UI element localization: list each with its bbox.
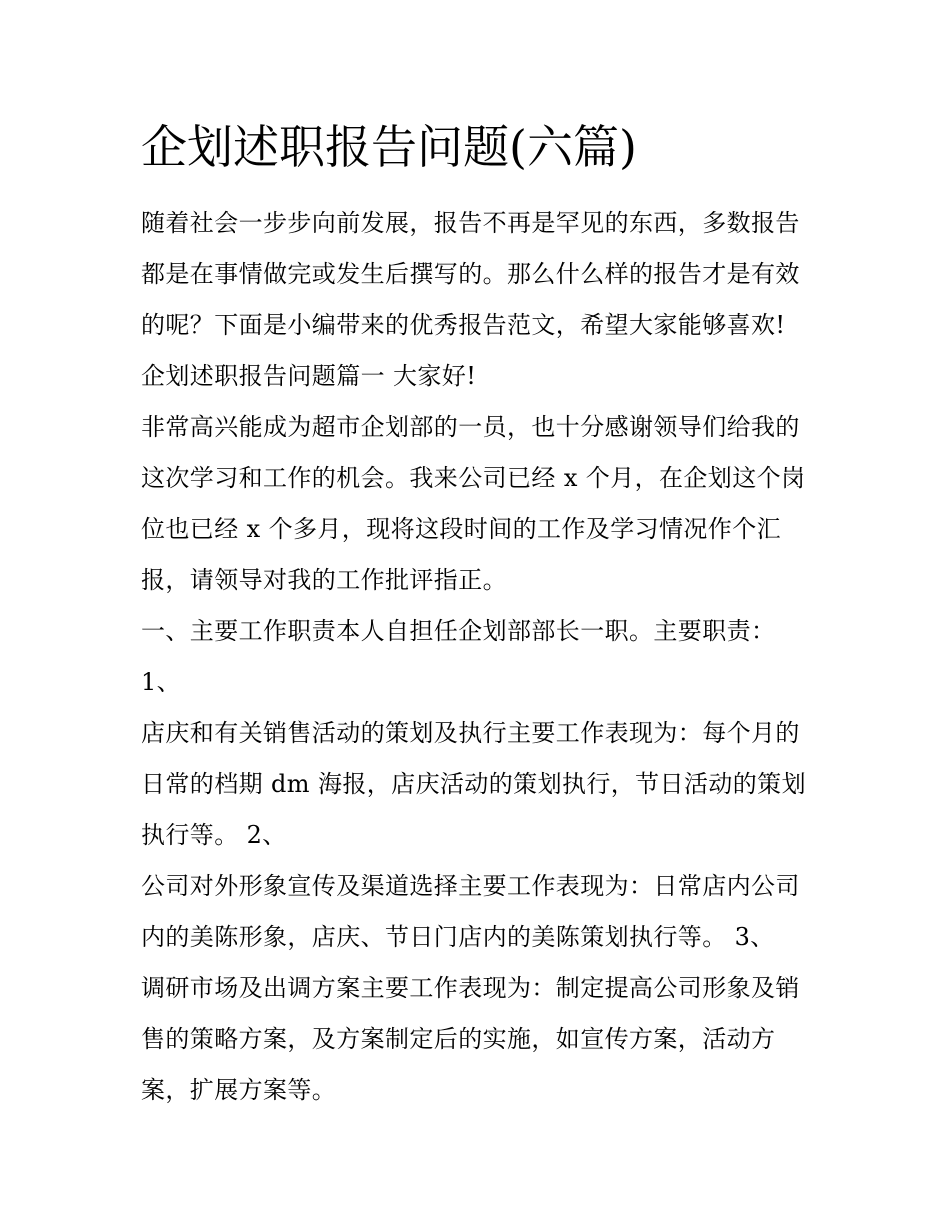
text-line: 这次学习和工作的机会。我来公司已经 x 个月，在企划这个岗 bbox=[141, 464, 806, 492]
text-line: 随着社会一步步向前发展，报告不再是罕见的东西，多数报告 bbox=[141, 209, 800, 237]
text-line: 位也已经 x 个多月，现将这段时间的工作及学习情况作个汇 bbox=[141, 515, 781, 543]
text-line: 公司对外形象宣传及渠道选择主要工作表现为：日常店内公司 bbox=[141, 872, 800, 900]
text-line: 日常的档期 dm 海报，店庆活动的策划执行，节日活动的策划 bbox=[141, 770, 806, 798]
text-line: 售的策略方案，及方案制定后的实施，如宣传方案，活动方 bbox=[141, 1025, 776, 1053]
text-line: 内的美陈形象，店庆、节日门店内的美陈策划执行等。 3、 bbox=[141, 923, 775, 951]
text-line: 的呢？下面是小编带来的优秀报告范文，希望大家能够喜欢! bbox=[141, 311, 786, 339]
page-title: 企划述职报告问题(六篇) bbox=[141, 120, 637, 174]
text-line: 店庆和有关销售活动的策划及执行主要工作表现为：每个月的 bbox=[141, 719, 800, 747]
text-line: 非常高兴能成为超市企划部的一员，也十分感谢领导们给我的 bbox=[141, 413, 800, 441]
text-line: 调研市场及出调方案主要工作表现为：制定提高公司形象及销 bbox=[141, 974, 800, 1002]
text-line: 执行等。 2、 bbox=[141, 821, 287, 849]
section-heading-line: 企划述职报告问题篇一 大家好! bbox=[141, 362, 477, 390]
list-number-line: 1、 bbox=[141, 668, 182, 696]
text-line: 案，扩展方案等。 bbox=[141, 1076, 337, 1104]
text-line: 报，请领导对我的工作批评指正。 bbox=[141, 566, 507, 594]
text-line: 都是在事情做完或发生后撰写的。那么什么样的报告才是有效 bbox=[141, 260, 800, 288]
text-line: 一、主要工作职责本人自担任企划部部长一职。主要职责： bbox=[141, 617, 776, 645]
document-body bbox=[141, 198, 821, 1116]
